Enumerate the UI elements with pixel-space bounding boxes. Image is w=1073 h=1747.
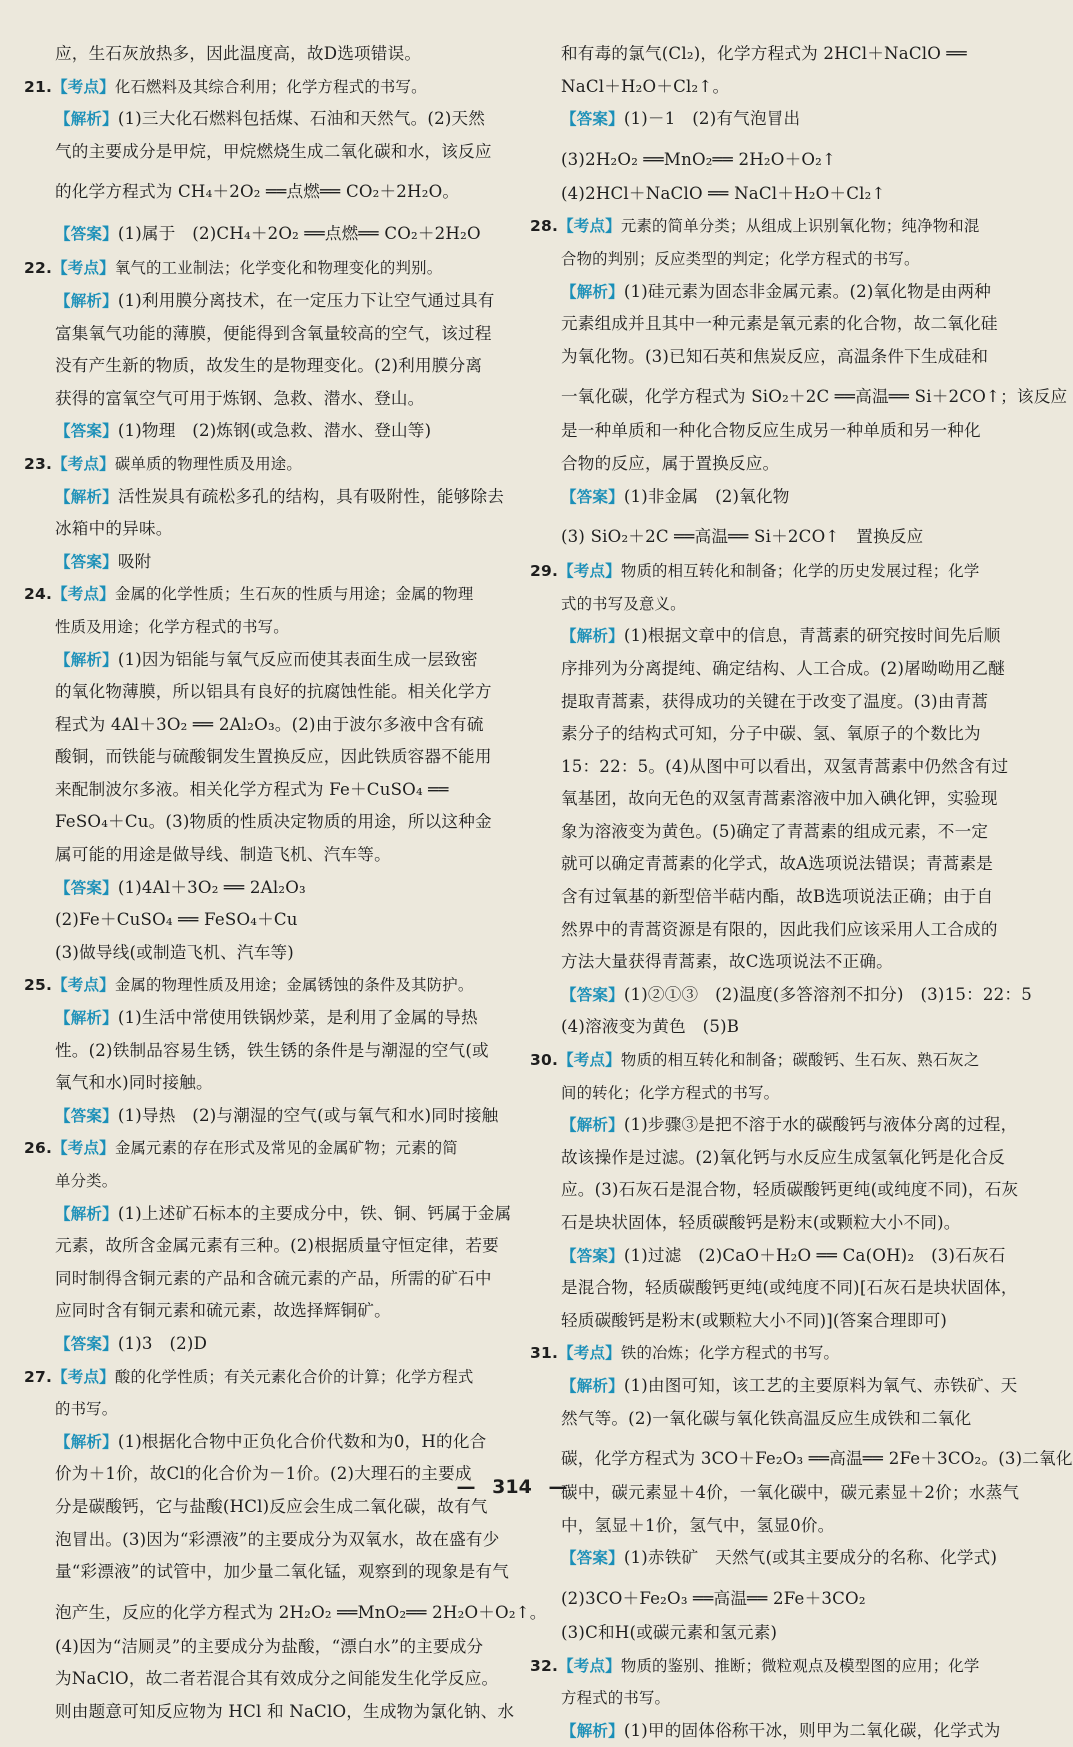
- text-line: [530, 38, 1008, 71]
- text-line: [24, 1663, 512, 1696]
- line-text: 中，氢显＋1价，氢气中，氢显0价。: [561, 1515, 835, 1535]
- section-tag: 【答案】: [55, 225, 118, 244]
- text-line: [24, 709, 512, 742]
- line-text: (4)2HCl＋NaClO ══ NaCl＋H₂O＋Cl₂↑: [561, 183, 886, 203]
- section-tag: 【答案】: [561, 110, 624, 129]
- line-text: (1)三大化石燃料包括煤、石油和天然气。(2)天然: [117, 109, 486, 129]
- line-text: 然气等。(2)一氧化碳与氧化铁高温反应生成铁和二氧化: [561, 1408, 972, 1428]
- text-line: [530, 686, 1008, 719]
- text-line: [530, 1011, 1008, 1044]
- line-text: 合物的反应，属于置换反应。: [561, 453, 780, 473]
- section-tag: 【考点】: [52, 454, 115, 473]
- text-line: [24, 546, 512, 579]
- line-text: 化石燃料及其综合利用；化学方程式的书写。: [114, 77, 427, 96]
- line-text: (1)－1 (2)有气泡冒出: [623, 109, 801, 129]
- text-line: [530, 243, 1008, 276]
- text-line: [530, 1370, 1018, 1403]
- line-text: (1)利用膜分离技术，在一定压力下让空气通过具有: [117, 290, 495, 310]
- section-tag: 【考点】: [52, 585, 115, 604]
- section-tag: 【考点】: [558, 1344, 621, 1363]
- line-text: 方法大量获得青蒿素，故C选项说法不正确。: [561, 952, 893, 972]
- line-text: 价为＋1价，故Cl的化合价为－1价。(2)大理石的主要成: [55, 1464, 472, 1484]
- text-line: [530, 914, 1008, 947]
- text-line: [24, 318, 512, 351]
- section-tag: 【解析】: [561, 1116, 624, 1135]
- question-number: 28.: [530, 217, 559, 236]
- question-number: 25.: [24, 976, 53, 995]
- line-text: 然界中的青蒿资源是有限的，因此我们应该采用人工合成的: [561, 919, 998, 939]
- line-text: 物质的相互转化和制备；化学的历史发展过程；化学: [620, 562, 980, 581]
- text-line: [530, 481, 1008, 514]
- text-line: [24, 1524, 512, 1557]
- line-text: 方程式的书写。: [561, 1689, 671, 1708]
- question-number: 23.: [24, 454, 53, 473]
- text-line: [530, 448, 1008, 481]
- line-text: 铁的冶炼；化学方程式的书写。: [620, 1344, 840, 1363]
- text-line: [24, 252, 512, 285]
- question-number: 22.: [24, 259, 53, 278]
- line-text: (1)上述矿石标本的主要成分中，铁、铜、钙属于金属: [117, 1203, 512, 1223]
- text-line: [24, 1426, 512, 1459]
- text-line: [530, 718, 1008, 751]
- text-line: [24, 1556, 512, 1589]
- line-text: 金属的物理性质及用途；金属锈蚀的条件及其防护。: [114, 976, 474, 995]
- line-text: 石是块状固体，轻质碳酸钙是粉末(或颗粒大小不同)。: [561, 1213, 961, 1232]
- line-text: 元素组成并且其中一种元素是氧元素的化合物，故二氧化硅: [561, 314, 998, 334]
- line-text: 同时制得含铜元素的产品和含硫元素的产品，所需的矿石中: [55, 1268, 492, 1288]
- text-line: [24, 1295, 512, 1328]
- text-line: [24, 578, 512, 611]
- line-text: 应，生石灰放热多，因此温度高，故D选项错误。: [55, 44, 422, 63]
- section-tag: 【解析】: [55, 487, 118, 506]
- text-line: [530, 308, 1008, 341]
- line-text: 应同时含有铜元素和硫元素，故选择辉铜矿。: [55, 1301, 391, 1321]
- text-line: [24, 644, 512, 677]
- text-line: [24, 1035, 512, 1068]
- section-tag: 【解析】: [561, 627, 624, 646]
- line-text: 是一种单质和一种化合物反应生成另一种单质和另一种化: [561, 421, 981, 441]
- line-text: 获得的富氧空气可用于炼钢、急救、潜水、登山。: [55, 388, 425, 408]
- text-line: [24, 774, 512, 807]
- line-text: 故该操作是过滤。(2)氧化钙与水反应生成氢氧化钙是化合反: [561, 1147, 1005, 1167]
- text-line: [24, 481, 512, 514]
- line-text: 就可以确定青蒿素的化学式，故A选项说法错误；青蒿素是: [561, 854, 994, 874]
- line-text: 金属元素的存在形式及常见的金属矿物；元素的简: [114, 1139, 458, 1158]
- text-line: [530, 783, 1008, 816]
- text-line: [530, 1715, 1008, 1747]
- line-text: 提取青蒿素，获得成功的关键在于改变了温度。(3)由青蒿: [561, 691, 989, 711]
- line-text: 来配制波尔多液。相关化学方程式为 Fe＋CuSO₄ ══: [55, 779, 449, 799]
- text-line: [530, 1305, 1008, 1338]
- line-text: 的化学方程式为 CH₄＋2O₂ ══点燃══ CO₂＋2H₂O。: [55, 182, 460, 202]
- line-text: (1)生活中常使用铁锅炒菜，是利用了金属的导热: [117, 1008, 478, 1028]
- text-line: [24, 1132, 512, 1165]
- section-tag: 【考点】: [558, 562, 621, 581]
- section-tag: 【考点】: [558, 1656, 621, 1675]
- text-line: [530, 1435, 1073, 1477]
- text-line: [530, 979, 1032, 1012]
- text-line: [24, 806, 512, 839]
- section-tag: 【答案】: [55, 1106, 118, 1125]
- section-tag: 【解析】: [55, 110, 118, 129]
- line-text: 为NaClO，故二者若混合其有效成分之间能发生化学反应。: [55, 1669, 499, 1689]
- text-line: [24, 1393, 512, 1426]
- section-tag: 【答案】: [55, 552, 118, 571]
- text-line: [530, 881, 1008, 914]
- section-tag: 【考点】: [52, 1139, 115, 1158]
- section-tag: 【解析】: [55, 1204, 118, 1223]
- line-text: 物质的相互转化和制备；碳酸钙、生石灰、熟石灰之: [620, 1051, 980, 1070]
- line-text: (3) SiO₂＋2C ══高温══ Si＋2CO↑ 置换反应: [561, 527, 924, 547]
- text-line: [530, 1542, 1008, 1575]
- question-number: 21.: [24, 77, 53, 96]
- line-text: 酸的化学性质；有关元素化合价的计算；化学方程式: [114, 1367, 474, 1386]
- text-line: [530, 1575, 1008, 1617]
- line-text: 富集氧气功能的薄膜，便能得到含氧量较高的空气，该过程: [55, 323, 492, 343]
- line-text: 是混合物，轻质碳酸钙更纯(或纯度不同)[石灰石是块状固体，: [561, 1278, 1018, 1298]
- text-line: [530, 1272, 1018, 1305]
- line-text: (1)硅元素为固态非金属元素。(2)氧化物是由两种: [623, 281, 992, 301]
- section-tag: 【答案】: [561, 1246, 624, 1265]
- section-tag: 【考点】: [52, 259, 115, 278]
- section-tag: 【考点】: [52, 1367, 115, 1386]
- text-line: [530, 1510, 1008, 1543]
- line-text: FeSO₄＋Cu。(3)物质的性质决定物质的用途，所以这种金: [55, 812, 492, 832]
- line-text: 元素，故所含金属元素有三种。(2)根据质量守恒定律，若要: [55, 1236, 499, 1256]
- text-line: [24, 103, 512, 136]
- section-tag: 【答案】: [55, 422, 118, 441]
- text-line: [530, 1617, 1008, 1650]
- footer-dash-right: —: [548, 1476, 568, 1498]
- line-text: (1)物理 (2)炼钢(或急救、潜水、登山等): [117, 421, 432, 441]
- text-line: [24, 383, 512, 416]
- text-line: [24, 415, 512, 448]
- line-text: 冰箱中的异味。: [55, 519, 173, 539]
- line-text: 性。(2)铁制品容易生锈，铁生锈的条件是与潮湿的空气(或: [55, 1040, 489, 1060]
- question-number: 29.: [530, 562, 559, 581]
- text-line: [530, 1207, 1008, 1240]
- question-number: 30.: [530, 1051, 559, 1070]
- line-text: 为氧化物。(3)已知石英和焦炭反应，高温条件下生成硅和: [561, 346, 989, 366]
- line-text: (1)由图可知，该工艺的主要原料为氧气、赤铁矿、天: [623, 1375, 1018, 1395]
- line-text: 象为溶液变为黄色。(5)确定了青蒿素的组成元素，不一定: [561, 821, 989, 841]
- text-line: [530, 620, 1008, 653]
- line-text: 的书写。: [55, 1400, 118, 1419]
- page-footer: [0, 1476, 1024, 1498]
- line-text: 没有产生新的物质，故发生的是物理变化。(2)利用膜分离: [55, 356, 483, 376]
- text-line: [530, 1077, 1008, 1110]
- line-text: (1)非金属 (2)氧化物: [623, 486, 790, 506]
- text-line: [530, 1109, 1018, 1142]
- line-text: 序排列为分离提纯、确定结构、人工合成。(2)屠呦呦用乙醚: [561, 658, 1005, 678]
- line-text: 气的主要成分是甲烷，甲烷燃烧生成二氧化碳和水，该反应: [55, 141, 492, 161]
- question-number: 31.: [530, 1344, 559, 1363]
- section-tag: 【答案】: [55, 1334, 118, 1353]
- line-text: (1)3 (2)D: [117, 1333, 208, 1353]
- line-text: 属可能的用途是做导线、制造飞机、汽车等。: [55, 845, 391, 865]
- line-text: 含有过氧基的新型倍半萜内酯，故B选项说法正确；由于自: [561, 887, 994, 907]
- line-text: 式的书写及意义。: [561, 594, 686, 613]
- text-line: [24, 1100, 512, 1133]
- text-line: [530, 373, 1068, 415]
- line-text: (1)过滤 (2)CaO＋H₂O ══ Ca(OH)₂ (3)石灰石: [623, 1245, 1006, 1265]
- text-line: [530, 1682, 1008, 1715]
- line-text: (2)Fe＋CuSO₄ ══ FeSO₄＋Cu: [55, 910, 298, 930]
- line-text: (4)因为“洁厕灵”的主要成分为盐酸，“漂白水”的主要成分: [55, 1636, 484, 1656]
- text-line: [24, 1631, 512, 1664]
- line-text: (1)根据化合物中正负化合价代数和为0，H的化合: [117, 1431, 487, 1451]
- text-line: [24, 38, 512, 71]
- text-line: [24, 71, 512, 104]
- question-number: 24.: [24, 585, 53, 604]
- question-number: 32.: [530, 1656, 559, 1675]
- section-tag: 【解析】: [55, 1432, 118, 1451]
- question-number: 27.: [24, 1367, 53, 1386]
- text-line: [24, 937, 512, 970]
- section-tag: 【解析】: [561, 1721, 624, 1740]
- text-line: [24, 676, 512, 709]
- line-text: 单分类。: [55, 1172, 118, 1190]
- section-tag: 【考点】: [52, 976, 115, 995]
- line-text: 元素的简单分类；从组成上识别氧化物；纯净物和混: [620, 217, 980, 236]
- section-tag: 【答案】: [561, 487, 624, 506]
- line-text: 活性炭具有疏松多孔的结构，具有吸附性，能够除去: [117, 486, 505, 506]
- line-text: 酸铜，而铁能与硫酸铜发生置换反应，因此铁质容器不能用: [55, 747, 492, 767]
- line-text: 氧基团，故向无色的双氢青蒿素溶液中加入碘化钾，实验现: [561, 789, 998, 809]
- section-tag: 【答案】: [561, 1549, 624, 1568]
- text-line: [530, 103, 1008, 136]
- line-text: (3)2H₂O₂ ══MnO₂══ 2H₂O＋O₂↑: [561, 149, 837, 169]
- text-line: [530, 1240, 1008, 1273]
- section-tag: 【考点】: [558, 217, 621, 236]
- text-line: [530, 1174, 1019, 1207]
- line-text: 性质及用途；化学方程式的书写。: [55, 617, 289, 636]
- section-tag: 【考点】: [52, 77, 115, 96]
- text-line: [24, 285, 512, 318]
- line-text: 合物的判别；反应类型的判定；化学方程式的书写。: [561, 249, 920, 268]
- line-text: (1)属于 (2)CH₄＋2O₂ ══点燃══ CO₂＋2H₂O: [117, 224, 481, 244]
- text-line: [24, 1361, 512, 1394]
- line-text: (1)赤铁矿 天然气(或其主要成分的名称、化学式): [623, 1548, 998, 1568]
- text-line: [24, 168, 512, 210]
- text-line: [24, 1198, 512, 1231]
- section-tag: 【解析】: [55, 1009, 118, 1028]
- text-line: [24, 1696, 515, 1729]
- text-line: [24, 1328, 512, 1361]
- line-text: 吸附: [117, 551, 152, 571]
- section-tag: 【答案】: [55, 878, 118, 897]
- line-text: (1)步骤③是把不溶于水的碳酸钙与液体分离的过程，: [623, 1115, 1018, 1135]
- line-text: NaCl＋H₂O＋Cl₂↑。: [561, 76, 730, 96]
- text-line: [530, 210, 1008, 243]
- text-line: [530, 1044, 1008, 1077]
- text-line: [530, 71, 1008, 104]
- text-line: [530, 341, 1008, 374]
- text-line: [24, 513, 512, 546]
- text-line: [24, 611, 512, 644]
- line-text: 间的转化；化学方程式的书写。: [561, 1083, 780, 1102]
- line-text: (1)4Al＋3O₂ ══ 2Al₂O₃: [117, 877, 306, 897]
- line-text: 素分子的结构式可知，分子中碳、氢、氧原子的个数比为: [561, 724, 981, 744]
- text-line: [24, 839, 512, 872]
- line-text: 一氧化碳，化学方程式为 SiO₂＋2C ══高温══ Si＋2CO↑；该反应: [561, 387, 1068, 407]
- text-line: [24, 1230, 512, 1263]
- line-text: 碳中，碳元素显＋4价，一氧化碳中，碳元素显＋2价；水蒸气: [561, 1483, 1020, 1503]
- text-line: [530, 751, 1008, 784]
- footer-dash-left: —: [456, 1476, 476, 1498]
- line-text: 和有毒的氯气(Cl₂)，化学方程式为 2HCl＋NaClO ══: [561, 44, 967, 63]
- line-text: (3)做导线(或制造飞机、汽车等): [55, 942, 294, 962]
- text-line: [530, 415, 1008, 448]
- text-line: [24, 741, 512, 774]
- text-line: [24, 350, 512, 383]
- text-line: [530, 513, 1008, 555]
- text-line: [530, 653, 1008, 686]
- line-text: 15：22：5。(4)从图中可以看出，双氢青蒿素中仍然含有过: [561, 756, 1009, 776]
- page-number: 314: [492, 1476, 532, 1498]
- question-number: 26.: [24, 1139, 53, 1158]
- section-tag: 【解析】: [561, 1376, 624, 1395]
- section-tag: 【答案】: [561, 985, 624, 1004]
- text-line: [530, 946, 1008, 979]
- text-line: [24, 448, 512, 481]
- text-line: [24, 969, 512, 1002]
- text-line: [24, 872, 512, 905]
- line-text: (1)根据文章中的信息，青蒿素的研究按时间先后顺: [623, 626, 1001, 646]
- section-tag: 【解析】: [55, 650, 118, 669]
- line-text: (1)甲的固体俗称干冰，则甲为二氧化碳，化学式为: [623, 1720, 1001, 1740]
- text-line: [530, 276, 1008, 309]
- text-line: [530, 178, 1008, 211]
- line-text: (2)3CO＋Fe₂O₃ ══高温══ 2Fe＋3CO₂: [561, 1588, 866, 1608]
- line-text: 物质的鉴别、推断；微粒观点及模型图的应用；化学: [620, 1656, 980, 1675]
- line-text: 泡产生，反应的化学方程式为 2H₂O₂ ══MnO₂══ 2H₂O＋O₂↑。: [55, 1602, 547, 1622]
- line-text: 的氧化物薄膜，所以铝具有良好的抗腐蚀性能。相关化学方: [55, 682, 492, 702]
- line-text: 程式为 4Al＋3O₂ ══ 2Al₂O₃。(2)由于波尔多液中含有硫: [55, 714, 484, 734]
- line-text: (3)C和H(或碳元素和氢元素): [561, 1622, 778, 1642]
- text-line: [530, 588, 1008, 621]
- line-text: 金属的化学性质；生石灰的性质与用途；金属的物理: [114, 585, 474, 604]
- text-line: [24, 1067, 512, 1100]
- line-text: 氧气的工业制法；化学变化和物理变化的判别。: [114, 259, 443, 278]
- text-line: [24, 904, 512, 937]
- text-line: [24, 1165, 512, 1198]
- text-line: [530, 1337, 1008, 1370]
- text-line: [530, 1142, 1008, 1175]
- text-line: [24, 1263, 512, 1296]
- line-text: (4)溶液变为黄色 (5)B: [561, 1017, 740, 1037]
- line-text: (1)②①③ (2)温度(多答溶剂不扣分) (3)15：22：5: [623, 984, 1032, 1004]
- line-text: 碳单质的物理性质及用途。: [114, 454, 302, 473]
- text-line: [530, 555, 1008, 588]
- line-text: 量“彩漂液”的试管中，加少量二氧化锰，观察到的现象是有气: [55, 1562, 510, 1582]
- text-line: [24, 210, 512, 252]
- line-text: 碳，化学方程式为 3CO＋Fe₂O₃ ══高温══ 2Fe＋3CO₂。(3)二氧化: [561, 1449, 1073, 1469]
- line-text: (1)导热 (2)与潮湿的空气(或与氧气和水)同时接触: [117, 1105, 499, 1125]
- section-tag: 【解析】: [561, 282, 624, 301]
- text-line: [530, 136, 1008, 178]
- line-text: 应。(3)石灰石是混合物，轻质碳酸钙更纯(或纯度不同)，石灰: [561, 1180, 1019, 1200]
- text-line: [530, 848, 1008, 881]
- text-line: [24, 1002, 512, 1035]
- text-line: [530, 1403, 1008, 1436]
- line-text: 氧气和水)同时接触。: [55, 1073, 213, 1093]
- text-line: [530, 1650, 1008, 1683]
- section-tag: 【解析】: [55, 291, 118, 310]
- line-text: (1)因为铝能与氧气反应而使其表面生成一层致密: [117, 649, 478, 669]
- line-text: 则由题意可知反应物为 HCl 和 NaClO，生成物为氯化钠、水: [55, 1701, 515, 1721]
- text-line: [24, 136, 512, 169]
- section-tag: 【考点】: [558, 1051, 621, 1070]
- line-text: 轻质碳酸钙是粉末(或颗粒大小不同)](答案合理即可): [561, 1310, 948, 1330]
- text-line: [530, 816, 1008, 849]
- text-line: [24, 1589, 547, 1631]
- line-text: 分是碳酸钙，它与盐酸(HCl)反应会生成二氧化碳，故有气: [55, 1496, 488, 1516]
- line-text: 泡冒出。(3)因为“彩漂液”的主要成分为双氧水，故在盛有少: [55, 1529, 500, 1549]
